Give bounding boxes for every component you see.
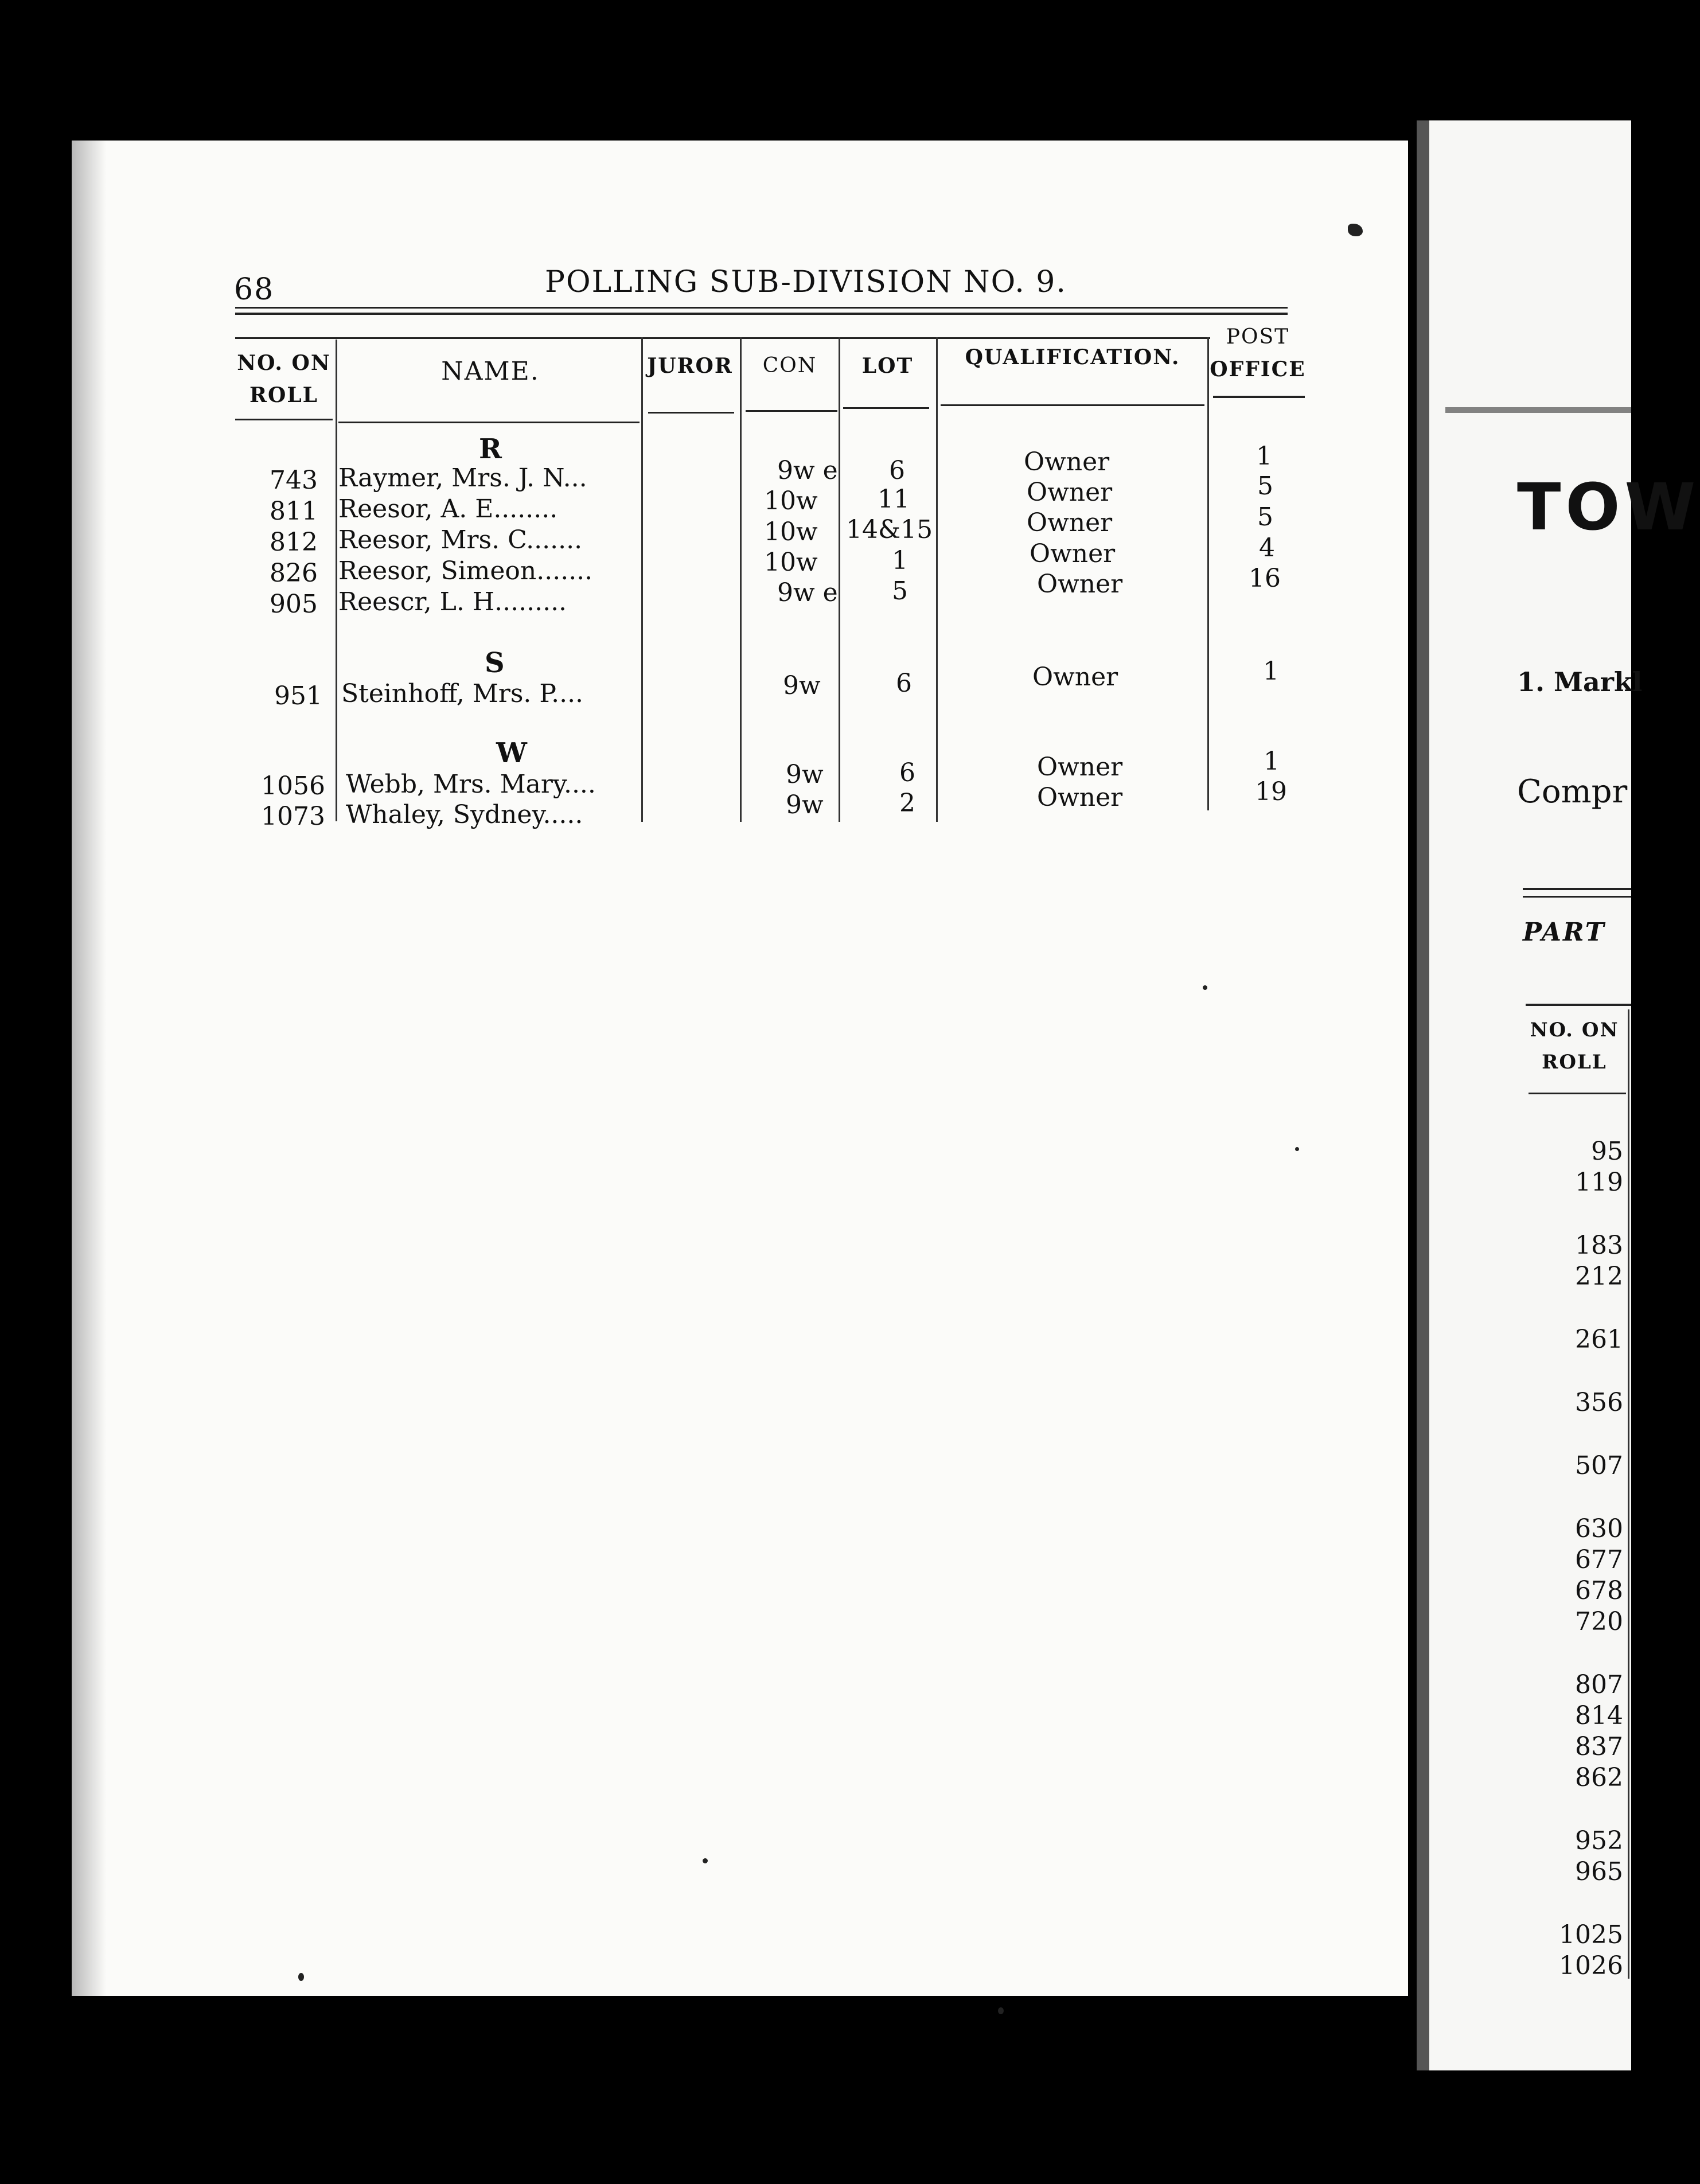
table-top-rule [235,307,1288,309]
row-con: 9w [786,760,824,789]
row-lot: 11 [878,485,910,514]
right-rule-1 [1523,888,1631,890]
row-roll: 743 [270,466,318,495]
header-post-office: POST OFFICE [1210,325,1306,381]
row-roll: 811 [270,497,318,526]
row-roll: 812 [270,528,318,557]
col-divider-4 [839,337,840,822]
speck [703,1858,708,1863]
row-post-office: 1 [1256,442,1272,471]
col-divider-5 [936,337,938,822]
header-bottom-rule-roll [235,419,333,420]
header-bottom-rule-juror [648,412,734,414]
header-roll: NO. ON ROLL [237,351,331,407]
running-title: POLLING SUB-DIVISION NO. 9. [545,265,1067,299]
header-sub-rule [235,337,1210,339]
header-bottom-rule-name [338,422,640,423]
col-divider-2 [641,337,643,822]
right-roll-number: 212 [1575,1262,1623,1291]
col-divider-3 [740,337,742,822]
right-roll-number: 119 [1575,1168,1623,1197]
row-roll: 826 [270,559,318,588]
row-name: Reescr, L. H......... [338,587,567,617]
row-qualification: Owner [1027,478,1113,507]
right-roll-number: 95 [1591,1137,1623,1166]
row-con: 9w [786,790,824,820]
right-roll-number: 261 [1575,1325,1623,1354]
row-con: 9w e [777,578,838,607]
speck [1203,985,1207,990]
header-bottom-rule-po [1213,396,1305,398]
row-lot: 14&15 [846,515,933,544]
speck [998,2007,1004,2014]
row-lot: 6 [899,758,915,787]
row-post-office: 19 [1255,777,1287,806]
speck [298,1973,304,1981]
row-lot: 6 [896,669,912,698]
table-top-rule-2 [235,313,1288,315]
right-header-roll: NO. ON ROLL [1530,1019,1619,1074]
row-post-office: 1 [1264,747,1280,776]
page-binding-shadow [72,141,106,1996]
speck [1295,1147,1299,1151]
right-page-line2: Compr [1517,773,1628,810]
row-name: Webb, Mrs. Mary.... [346,770,596,799]
header-qualification: QUALIFICATION. [965,345,1180,369]
row-qualification: Owner [1027,508,1113,537]
row-post-office: 5 [1257,471,1273,501]
right-roll-number: 814 [1575,1701,1623,1730]
right-page-binding [1417,120,1429,2070]
right-roll-number: 678 [1575,1576,1623,1605]
row-name: Reesor, Simeon....... [338,556,593,586]
right-col-divider [1628,1009,1629,1979]
bleed-through-rule [1445,407,1631,413]
right-roll-number: 183 [1575,1231,1623,1260]
right-rule-3 [1526,1004,1631,1006]
header-bottom-rule-qual [941,404,1204,406]
row-qualification: Owner [1037,783,1123,812]
row-con: 10w [764,486,818,516]
group-letter-r: R [479,433,502,465]
right-roll-number: 677 [1575,1545,1623,1574]
row-lot: 2 [899,789,915,818]
row-post-office: 4 [1259,533,1275,563]
right-roll-number: 720 [1575,1607,1623,1636]
header-bottom-rule-con [746,410,837,412]
row-roll: 1056 [261,771,325,801]
right-roll-number: 1026 [1559,1951,1623,1980]
row-lot: 6 [889,456,905,485]
right-page-title: TOW [1517,470,1700,545]
right-roll-number: 837 [1575,1732,1623,1761]
row-name: Raymer, Mrs. J. N... [338,463,587,493]
header-name: NAME. [441,357,540,386]
page-number: 68 [234,272,275,307]
col-divider-1 [336,340,337,821]
right-roll-number: 965 [1575,1857,1623,1886]
row-qualification: Owner [1037,752,1123,782]
row-post-office: 5 [1257,502,1273,532]
right-roll-number: 952 [1575,1826,1623,1855]
row-qualification: Owner [1032,662,1118,692]
row-con: 10w [764,548,818,577]
group-letter-w: W [496,737,527,769]
right-roll-number: 862 [1575,1763,1623,1792]
right-roll-number: 356 [1575,1388,1623,1417]
row-con: 9w e [777,456,838,485]
right-page-part: PART [1523,918,1606,947]
row-qualification: Owner [1024,447,1110,477]
group-letter-s: S [485,647,505,679]
row-name: Reesor, Mrs. C....... [338,525,583,555]
header-juror: JUROR [647,354,733,378]
right-roll-number: 630 [1575,1514,1623,1543]
header-lot: LOT [861,354,914,378]
row-post-office: 1 [1263,657,1279,686]
right-rule-2 [1523,896,1631,898]
right-roll-number: 807 [1575,1670,1623,1699]
row-name: Whaley, Sydney..... [346,800,583,829]
row-roll: 951 [274,681,322,711]
right-roll-number: 507 [1575,1451,1623,1480]
header-con: CON [762,354,817,377]
row-name: Reesor, A. E........ [338,494,558,524]
right-page-line1: 1. Markl [1517,666,1643,697]
row-post-office: 16 [1249,564,1281,593]
col-divider-6 [1207,337,1209,810]
row-con: 9w [783,671,821,700]
row-lot: 1 [892,546,908,575]
row-name: Steinhoff, Mrs. P.... [341,679,584,708]
row-roll: 1073 [261,802,325,831]
right-rule-4 [1529,1093,1626,1094]
right-roll-number: 1025 [1559,1920,1623,1949]
row-lot: 5 [892,576,908,606]
header-bottom-rule-lot [843,407,929,409]
row-qualification: Owner [1030,539,1116,568]
row-roll: 905 [270,590,318,619]
row-con: 10w [764,517,818,547]
row-qualification: Owner [1037,570,1123,599]
